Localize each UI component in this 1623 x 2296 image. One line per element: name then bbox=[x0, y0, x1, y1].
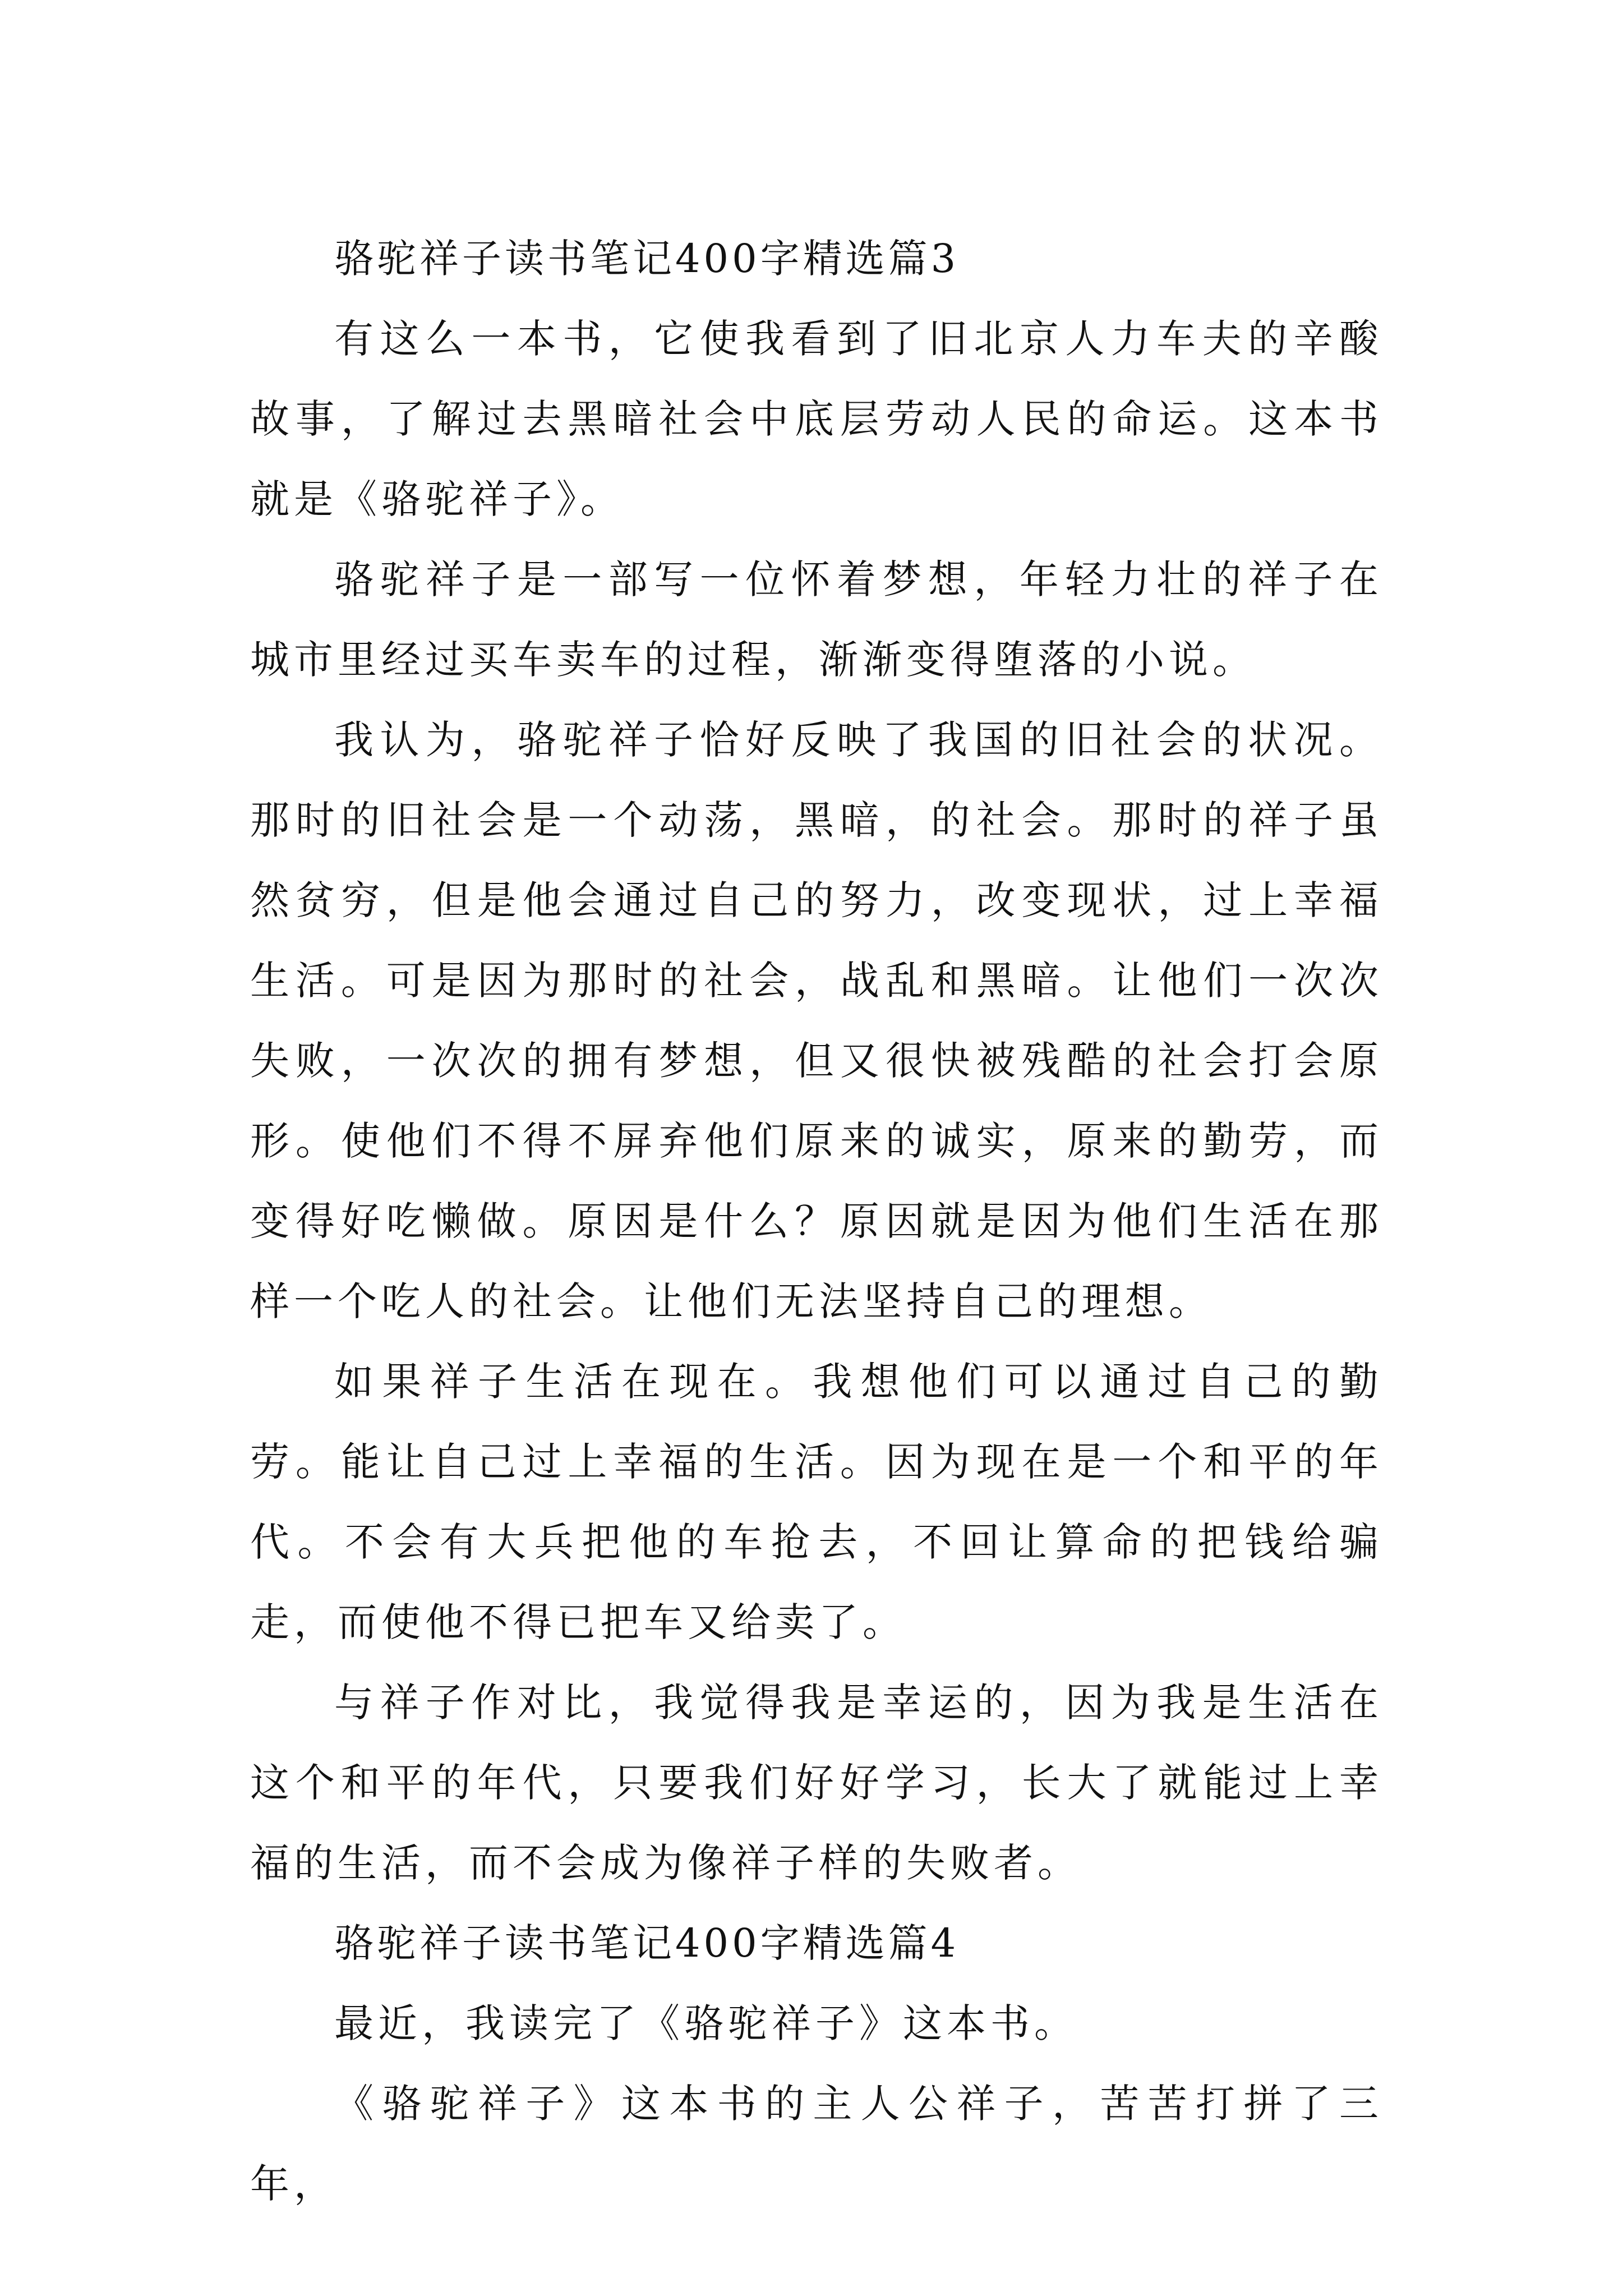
paragraph: 有这么一本书，它使我看到了旧北京人力车夫的辛酸故事，了解过去黑暗社会中底层劳动人民的命运。这本书就是《骆驼祥子》。 bbox=[250, 316, 1383, 522]
section-heading: 骆驼祥子读书笔记400字精选篇3 bbox=[334, 236, 960, 282]
paragraph: 《骆驼祥子》这本书的主人公祥子，苦苦打拼了三年， bbox=[250, 2081, 1383, 2207]
section-heading: 骆驼祥子读书笔记400字精选篇4 bbox=[334, 1920, 960, 1966]
paragraph: 最近，我读完了《骆驼祥子》这本书。 bbox=[334, 2000, 1078, 2046]
document-body bbox=[250, 219, 1383, 2224]
paragraph: 如果祥子生活在现在。我想他们可以通过自己的勤劳。能让自己过上幸福的生活。因为现在是一个和平的年代。不会有大兵把他的车抢去，不回让算命的把钱给骗走，而使他不得已把车又给卖了。 bbox=[250, 1359, 1383, 1645]
paragraph: 骆驼祥子是一部写一位怀着梦想，年轻力壮的祥子在城市里经过买车卖车的过程，渐渐变得堕落的小说。 bbox=[250, 556, 1383, 683]
paragraph: 与祥子作对比，我觉得我是幸运的，因为我是生活在这个和平的年代，只要我们好好学习，长大了就能过上幸福的生活，而不会成为像祥子样的失败者。 bbox=[250, 1680, 1383, 1886]
paragraph: 我认为，骆驼祥子恰好反映了我国的旧社会的状况。那时的旧社会是一个动荡，黑暗，的社会。那时的祥子虽然贫穷，但是他会通过自己的努力，改变现状，过上幸福生活。可是因为那时的社会，战乱和黑暗。让他们一次次失败，一次次的拥有梦想，但又很快被残酷的社会打会原形。使他们不得不屏弃他们原来的诚实，原来的勤劳，而变得好吃懒做。原因是什么？原因就是因为他们生活在那样一个吃人的社会。让他们无法坚持自己的理想。 bbox=[250, 717, 1383, 1324]
